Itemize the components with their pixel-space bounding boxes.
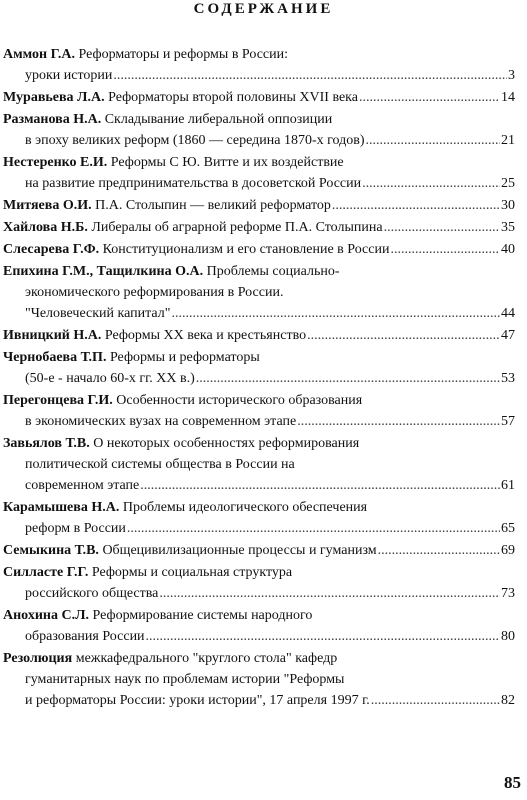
- toc-entry-page: 69: [501, 543, 515, 558]
- toc-entry-author: Карамышева Н.А.: [3, 500, 120, 515]
- toc-entry-title: Реформы С Ю. Витте и их воздействие: [110, 155, 344, 170]
- toc-entry-title: Проблемы идеологического обеспечения: [122, 500, 368, 515]
- toc-entry-line: [3, 239, 515, 260]
- toc-entry-leader: [362, 173, 500, 194]
- toc-entry-title: О некоторых особенностях реформирования: [93, 436, 360, 451]
- toc-entry-author: Семыкина Т.В.: [3, 543, 99, 558]
- toc-entry-line: [3, 390, 515, 411]
- toc-entry-line: [3, 669, 515, 690]
- toc-entry-line: [3, 173, 515, 194]
- toc-entry-line: [3, 261, 515, 282]
- toc-entry-leader: [127, 518, 500, 539]
- toc-entry-leader: [307, 325, 500, 346]
- toc-entry-author: Нестеренко Е.И.: [3, 155, 108, 170]
- toc-entry-page: 40: [501, 242, 515, 257]
- toc-entry: [3, 44, 515, 86]
- toc-entry-title: Складывание либеральной оппозиции: [104, 112, 333, 127]
- toc-entry-title: Реформаторы второй половины XVII века: [108, 90, 358, 105]
- toc-entry-page: 44: [501, 306, 515, 321]
- toc-entry-line: [3, 518, 515, 539]
- toc-entry-title: уроки истории: [25, 68, 113, 83]
- toc-entry-line: [3, 648, 515, 669]
- toc-entry-page: 53: [501, 371, 515, 386]
- toc-entry-line: [3, 130, 515, 151]
- toc-entry-line: [3, 626, 515, 647]
- toc-entry-author: Епихина Г.М., Тащилкина О.А.: [3, 264, 204, 279]
- toc-entry-leader: [378, 540, 500, 561]
- toc-entry-title: (50-е - начало 60-х гг. XX в.): [25, 371, 195, 386]
- toc-entry-page: 21: [501, 133, 515, 148]
- toc-entry-line: [3, 368, 515, 389]
- toc-entry-title: Особенности исторического образования: [116, 393, 363, 408]
- toc-entry-title: Конституционализм и его становление в России: [102, 242, 390, 257]
- toc-entry: [3, 152, 515, 194]
- toc-entry-page: 47: [501, 328, 515, 343]
- toc-entry-title: П.А. Столыпин — великий реформатор: [95, 198, 331, 213]
- page-heading: СОДЕРЖАНИЕ: [193, 1, 334, 17]
- toc-entry-page: 73: [501, 586, 515, 601]
- page-number: 85: [504, 773, 521, 792]
- toc-entry-line: [3, 562, 515, 583]
- toc-entry-leader: [390, 239, 500, 260]
- toc-entry-leader: [146, 626, 500, 647]
- toc-entry-leader: [371, 690, 500, 711]
- toc-entry-line: [3, 303, 515, 324]
- toc-entry-line: [3, 325, 515, 346]
- toc-entry-line: [3, 690, 515, 711]
- toc-entry-leader: [113, 65, 507, 86]
- toc-entry-title: в экономических вузах на современном этапе: [25, 414, 297, 429]
- toc-entry-page: 61: [501, 478, 515, 493]
- toc-entry-leader: [140, 475, 500, 496]
- toc-entry-line: [3, 475, 515, 496]
- toc-entry-author: Муравьева Л.А.: [3, 90, 105, 105]
- toc-entry-leader: [359, 87, 500, 108]
- toc-entry-title: Общецивилизационные процессы и гуманизм: [102, 543, 377, 558]
- toc-entry-author: Слесарева Г.Ф.: [3, 242, 100, 257]
- toc-entry: [3, 497, 515, 539]
- toc-entry: [3, 390, 515, 432]
- toc-entry: [3, 87, 515, 108]
- toc-entry-line: [3, 109, 515, 130]
- toc-entry: [3, 261, 515, 324]
- toc-entry-leader: [366, 130, 500, 151]
- toc-entry-author: Резолюция: [3, 651, 73, 666]
- toc-entry: [3, 540, 515, 561]
- toc-entry-leader: [196, 368, 500, 389]
- toc-entry-page: 30: [501, 198, 515, 213]
- toc-entry-line: [3, 605, 515, 626]
- toc-entry-title: политической системы общества в России на: [25, 457, 295, 472]
- toc-entry-author: Митяева О.И.: [3, 198, 92, 213]
- toc-entry-line: [3, 44, 515, 65]
- toc-entry-title: в эпоху великих реформ (1860 — середина 1870-х годов): [25, 133, 365, 148]
- toc-entry-title: Реформы XX века и крестьянство: [104, 328, 307, 343]
- toc-entry-author: Завьялов Т.В.: [3, 436, 90, 451]
- toc-entry-title: "Человеческий капитал": [25, 306, 171, 321]
- toc-entry-title: на развитие предпринимательства в досоветской России: [25, 176, 362, 191]
- toc-entry: [3, 562, 515, 604]
- toc-entry-leader: [297, 411, 500, 432]
- toc-entry-line: [3, 433, 515, 454]
- toc-entry: [3, 347, 515, 389]
- toc-entry-title: экономического реформирования в России.: [25, 285, 284, 300]
- toc-entry-page: 65: [501, 521, 515, 536]
- toc-entry-leader: [332, 195, 500, 216]
- toc-entry-author: Хайлова Н.Б.: [3, 220, 88, 235]
- toc-entry-title: и реформаторы России: уроки истории", 17 апреля 1997 г.: [25, 693, 370, 708]
- toc-entry-page: 25: [501, 176, 515, 191]
- toc-entry-title: современном этапе: [25, 478, 140, 493]
- toc-entry-author: Перегонцева Г.И.: [3, 393, 113, 408]
- toc-entry-author: Чернобаева Т.П.: [3, 350, 107, 365]
- toc-entry-line: [3, 583, 515, 604]
- toc-entry-title: межкафедрального "круглого стола" кафедр: [75, 651, 338, 666]
- toc-entry-line: [3, 454, 515, 475]
- toc-entry-page: 14: [501, 90, 515, 105]
- toc-entry-line: [3, 540, 515, 561]
- toc-entry-line: [3, 347, 515, 368]
- toc-entry-line: [3, 87, 515, 108]
- toc-entry-title: Проблемы социально-: [206, 264, 340, 279]
- toc-entry: [3, 239, 515, 260]
- toc-entry: [3, 605, 515, 647]
- toc-entry-author: Анохина С.Л.: [3, 608, 90, 623]
- toc-entry-author: Ивницкий Н.А.: [3, 328, 102, 343]
- toc-entry-title: Реформы и реформаторы: [109, 350, 260, 365]
- toc-entry-page: 3: [508, 68, 515, 83]
- toc-entry-title: российского общества: [25, 586, 159, 601]
- toc-entry-page: 57: [501, 414, 515, 429]
- toc-entry-leader: [171, 303, 500, 324]
- toc-entry-line: [3, 411, 515, 432]
- toc-entry-title: Реформирование системы народного: [92, 608, 313, 623]
- toc-entry-line: [3, 152, 515, 173]
- toc-entry-line: [3, 497, 515, 518]
- toc-entry: [3, 195, 515, 216]
- toc-entry-author: Аммон Г.А.: [3, 47, 76, 62]
- toc-entry-title: Реформаторы и реформы в России:: [78, 47, 289, 62]
- toc-entry: [3, 433, 515, 496]
- toc-entry: [3, 648, 515, 711]
- toc-entry-line: [3, 195, 515, 216]
- toc-entry: [3, 109, 515, 151]
- toc-entry-page: 35: [501, 220, 515, 235]
- table-of-contents: [3, 44, 515, 712]
- toc-entry-title: реформ в России: [25, 521, 126, 536]
- toc-entry-leader: [384, 217, 500, 238]
- toc-entry-leader: [159, 583, 500, 604]
- toc-entry-page: 82: [501, 693, 515, 708]
- toc-entry: [3, 325, 515, 346]
- toc-entry-title: гуманитарных наук по проблемам истории "Реформы: [25, 672, 345, 687]
- toc-entry-page: 80: [501, 629, 515, 644]
- toc-entry-author: Силласте Г.Г.: [3, 565, 89, 580]
- toc-entry-title: образования России: [25, 629, 145, 644]
- toc-entry-title: Реформы и социальная структура: [91, 565, 293, 580]
- toc-entry-line: [3, 217, 515, 238]
- toc-entry-line: [3, 65, 515, 86]
- toc-entry: [3, 217, 515, 238]
- toc-entry-line: [3, 282, 515, 303]
- toc-entry-author: Разманова Н.А.: [3, 112, 102, 127]
- toc-entry-title: Либералы об аграрной реформе П.А. Столыпина: [91, 220, 383, 235]
